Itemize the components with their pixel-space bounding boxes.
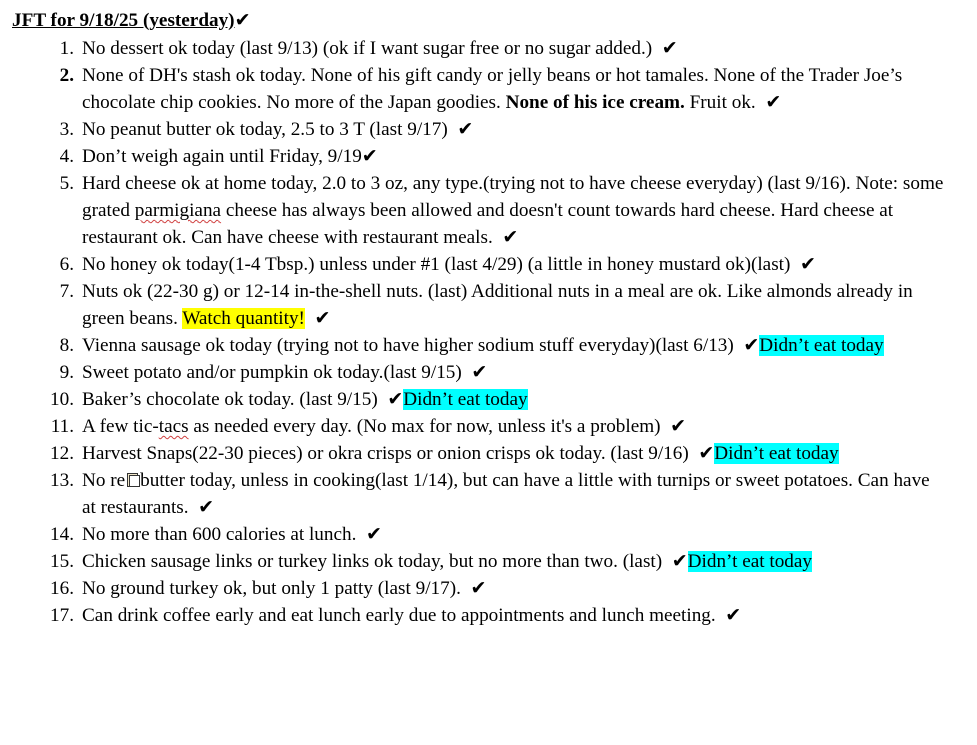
item-text: Vienna sausage ok today (trying not to have higher sodium stuff everyday)(last 6/13) [82,335,734,356]
document-heading [12,7,967,35]
item-text: Can drink coffee early and eat lunch early due to appointments and lunch meeting. [82,605,716,626]
item-text: Baker’s chocolate ok today. (last 9/15) [82,389,378,410]
document-title: JFT for 9/18/25 (yesterday) [12,10,235,31]
item-number: 10. [50,389,74,410]
item-text: A few tic- [82,416,159,437]
item-text: No ground turkey ok, but only 1 patty (last 9/17). [82,578,461,599]
check-icon: ✔ [470,577,487,599]
check-icon: ✔ [743,334,760,356]
item-text: No honey ok today(1-4 Tbsp.) unless under #1 (last 4/29) (a little in honey mustard ok)(last) [82,254,791,275]
item-number: 12. [50,443,74,464]
list-item [12,440,967,467]
check-icon: ✔ [725,604,742,626]
item-number: 1. [59,38,74,59]
item-number: 4. [59,146,74,167]
check-icon: ✔ [366,523,382,545]
misspelled-word: parmigiana [134,200,222,221]
list-item [12,278,967,332]
list-item [12,62,967,116]
item-text: Harvest Snaps(22-30 pieces) or okra crisps or onion crisps ok today. (last 9/16) [82,443,689,464]
list-item [12,602,967,629]
item-bold-text: None of his ice cream. [505,92,685,113]
paste-options-icon[interactable] [126,472,139,487]
check-icon: ✔ [671,550,688,572]
check-icon: ✔ [457,118,474,140]
check-icon: ✔ [698,442,715,464]
list-item [12,548,967,575]
didnt-eat-note: Didn’t eat today [403,389,528,410]
didnt-eat-note: Didn’t eat today [759,335,884,356]
item-text: No peanut butter ok today, 2.5 to 3 T (last 9/17) [82,119,448,140]
list-item [12,170,967,251]
item-text: Fruit ok. [684,92,756,113]
highlight-yellow: Watch quantity! [182,308,305,329]
didnt-eat-note: Didn’t eat today [714,443,839,464]
check-icon: ✔ [670,415,687,437]
title-check-icon: ✔ [234,9,251,31]
item-number: 8. [59,335,74,356]
item-number: 2. [59,65,74,86]
rule-list [12,35,967,629]
misspelled-word: tacs [158,416,189,437]
item-number: 13. [50,470,74,491]
item-text: butter today, unless in cooking(last 1/14), but can have a little with turnips or sweet potatoes. Can have at restaurants. [82,470,930,518]
list-item [12,116,967,143]
list-item [12,143,967,170]
item-text: Nuts ok (22-30 g) or 12-14 in-the-shell nuts. (last) Additional nuts in a meal are ok. Like almonds already in green beans. [82,281,913,329]
item-text: Sweet potato and/or pumpkin ok today.(last 9/15) [82,362,462,383]
list-item [12,521,967,548]
item-text: cheese has always been allowed and doesn't count towards hard cheese. Hard cheese at restaurant ok. Can have cheese with restaurant meals. [82,200,894,248]
list-item [12,467,967,521]
item-text: None of DH's stash ok today. None of his gift candy or jelly beans or hot tamales. None of the Trader Joe’s chocolate chip cookies. No more of the Japan goodies. [82,65,903,113]
list-item [12,575,967,602]
list-item [12,251,967,278]
check-icon: ✔ [361,145,378,167]
check-icon: ✔ [198,496,215,518]
item-text: Chicken sausage links or turkey links ok today, but no more than two. (last) [82,551,663,572]
item-text: No more than 600 calories at lunch. [82,524,357,545]
didnt-eat-note: Didn’t eat today [687,551,812,572]
item-number: 3. [59,119,74,140]
list-item [12,332,967,359]
item-number: 15. [50,551,74,572]
item-number: 14. [50,524,74,545]
item-number: 9. [59,362,74,383]
check-icon: ✔ [661,37,678,59]
item-text: No dessert ok today (last 9/13) (ok if I want sugar free or no sugar added.) [82,38,653,59]
check-icon: ✔ [502,226,519,248]
item-text: Don’t weigh again until Friday, 9/19 [82,146,362,167]
item-text: as needed every day. (No max for now, unless it's a problem) [188,416,661,437]
check-icon: ✔ [471,361,488,383]
item-number: 5. [59,173,74,194]
list-item [12,386,967,413]
check-icon: ✔ [799,253,816,275]
list-item [12,413,967,440]
item-text: No re [82,470,126,491]
list-item [12,359,967,386]
list-item [12,35,967,62]
item-number: 16. [50,578,74,599]
item-number: 17. [50,605,74,626]
check-icon: ✔ [314,307,331,329]
item-text: Hard cheese ok at home today, 2.0 to 3 oz, any type.(trying not to have cheese everyday) (last 9/16). Note: some grated [82,173,944,221]
item-number: 11. [50,416,74,437]
item-number: 7. [59,281,74,302]
check-icon: ✔ [387,388,404,410]
check-icon: ✔ [765,91,782,113]
item-number: 6. [59,254,74,275]
